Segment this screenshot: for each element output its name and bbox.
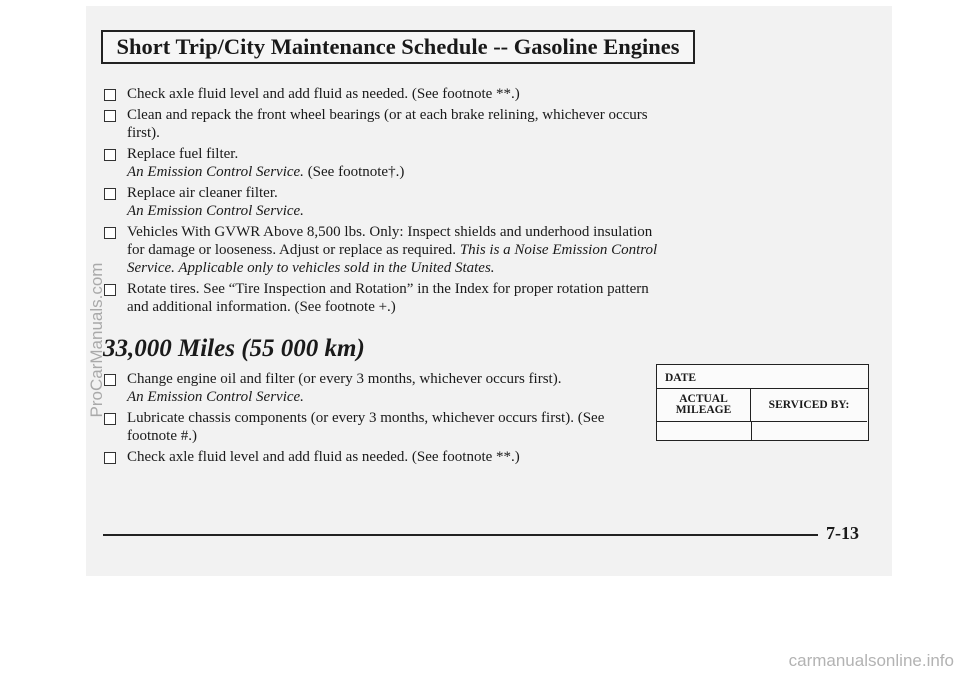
footer-site-text: carmanualsonline.info [788, 651, 954, 670]
item-text: Lubricate chassis components (or every 3 months, whichever occurs first). (See footnote #.) [127, 410, 605, 444]
item-text: Vehicles With GVWR Above 8,500 lbs. Only: Inspect shields and underhood insulation for damage or looseness. Adjust or replace as required. [127, 224, 653, 258]
list-item [103, 448, 638, 466]
item-italic-note: An Emission Control Service. [127, 389, 304, 405]
item-text: Replace fuel filter. [127, 146, 239, 162]
page-number: 7-13 [826, 523, 859, 543]
date-field[interactable] [657, 365, 868, 389]
actual-mileage-header [657, 389, 751, 422]
item-text: Replace air cleaner filter. [127, 185, 278, 201]
page-title: Short Trip/City Maintenance Schedule -- Gasoline Engines [101, 30, 695, 64]
item-text: Rotate tires. See “Tire Inspection and Rotation” in the Index for proper rotation pattern and additional information. (See footnote +.) [127, 281, 649, 315]
item-italic-note: An Emission Control Service. [127, 164, 304, 180]
item-text: Clean and repack the front wheel bearings (or at each brake relining, whichever occurs first). [127, 107, 648, 141]
checkbox[interactable] [104, 227, 116, 239]
item-italic-note: This is a Noise Emission Control Service. Applicable only to vehicles sold in the United States. [127, 242, 658, 276]
serviced-by-header: SERVICED BY: [751, 389, 867, 422]
checklist-bottom [103, 370, 638, 469]
item-italic-note: An Emission Control Service. [127, 203, 304, 219]
list-item [103, 145, 663, 181]
mileage-label: MILEAGE [675, 404, 732, 416]
checkbox[interactable] [104, 149, 116, 161]
item-text: Change engine oil and filter (or every 3 months, whichever occurs first). [127, 371, 562, 387]
list-item [103, 184, 663, 220]
checkbox[interactable] [104, 89, 116, 101]
checklist-top [103, 85, 663, 319]
list-item [103, 280, 663, 316]
actual-label: ACTUAL [679, 393, 728, 405]
list-item [103, 370, 638, 406]
checkbox[interactable] [104, 452, 116, 464]
cell-divider [751, 422, 752, 440]
list-item [103, 106, 663, 142]
item-footnote: (See footnote†.) [303, 164, 405, 180]
footer-rule [103, 534, 818, 536]
list-item [103, 223, 663, 277]
checkbox[interactable] [104, 188, 116, 200]
list-item [103, 85, 663, 103]
list-item [103, 409, 638, 445]
checkbox[interactable] [104, 110, 116, 122]
date-label: DATE [665, 372, 697, 384]
item-text: Check axle fluid level and add fluid as needed. (See footnote **.) [127, 449, 520, 465]
service-record-table [656, 364, 869, 441]
item-text: Check axle fluid level and add fluid as needed. (See footnote **.) [127, 86, 520, 102]
mileage-heading: 33,000 Miles (55 000 km) [103, 335, 365, 362]
watermark: ProCarManuals.com [87, 262, 106, 418]
